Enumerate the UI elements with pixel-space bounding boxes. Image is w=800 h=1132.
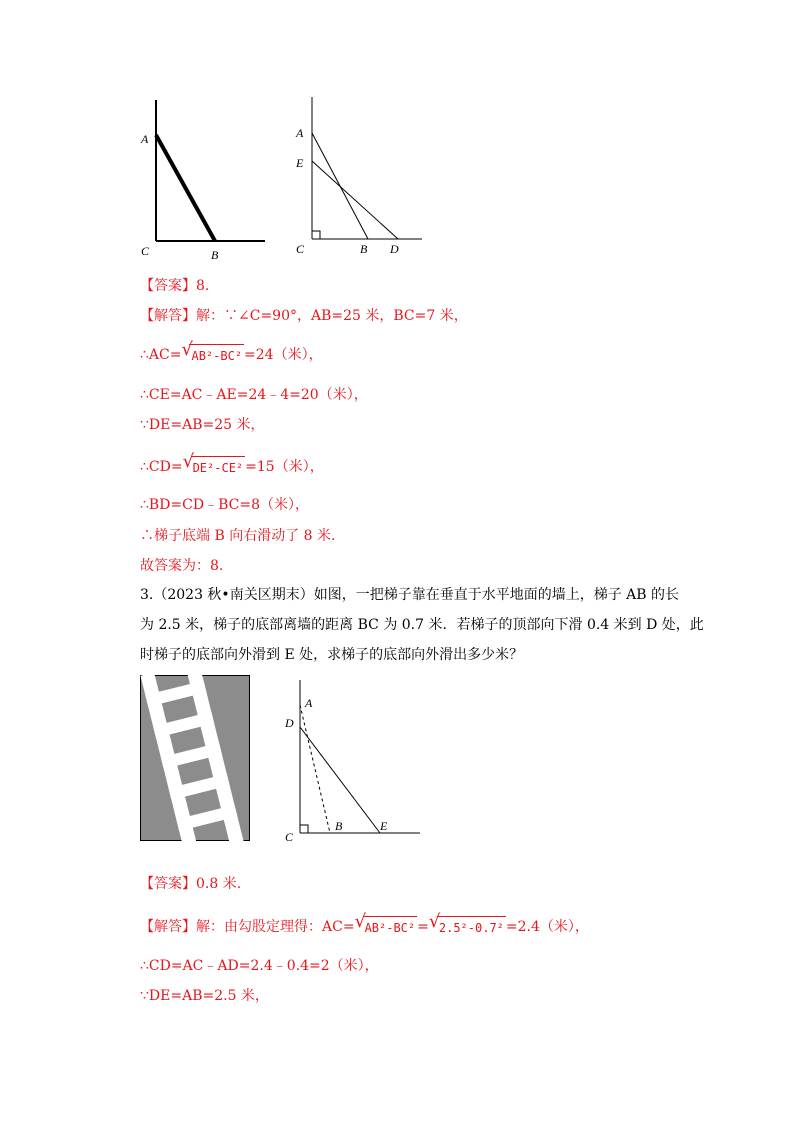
problem3-line-1: 3.（2023 秋•南关区期末）如图，一把梯子靠在垂直于水平地面的墙上，梯子 AB 的长	[140, 587, 679, 603]
solution2-line-1: 【解答】解：由勾股定理得：AC= √ AB²-BC² = √ 2.5²-0.7² =2.4（米），	[140, 916, 589, 938]
solution1-line-3: ∴CE=AC﹣AE=24﹣4=20（米），	[140, 387, 368, 403]
label-b: B	[211, 248, 219, 262]
label-e: E	[380, 819, 388, 833]
ladder-photo	[140, 675, 250, 841]
label-d: D	[390, 242, 399, 256]
label-a: A	[296, 126, 304, 140]
label-b: B	[360, 242, 368, 256]
solution1-line-5: ∴CD= √ DE²-CE² =15（米），	[140, 456, 324, 478]
solution1-line-1: 【解答】解：∵∠C=90°，AB=25 米，BC=7 米，	[140, 308, 468, 324]
solution1-line-6: ∴BD=CD﹣BC=8（米），	[140, 497, 309, 513]
figure-ladder-slip	[290, 95, 430, 265]
solution-label: 【解答】	[140, 308, 196, 324]
solution1-line-2: ∴AC= √ AB²-BC² =24（米），	[140, 344, 323, 366]
sqrt-expression: √ DE²-CE²	[183, 456, 246, 478]
label-c: C	[296, 242, 305, 256]
figure-ladder-dashed	[280, 675, 430, 847]
figure-ladder-wall	[135, 95, 275, 265]
label-a: A	[141, 132, 149, 146]
label-c: C	[285, 830, 294, 844]
answer-line-2	[140, 874, 241, 894]
problem3-line-2: 为 2.5 米，梯子的底部离墙的距离 BC 为 0.7 米．若梯子的顶部向下滑 0.4 米到 D 处，此	[140, 617, 704, 633]
answer-label: 【答案】	[140, 876, 196, 892]
label-a: A	[305, 696, 313, 710]
label-e: E	[296, 156, 304, 170]
answer-line-1	[140, 276, 209, 296]
label-b: B	[335, 819, 343, 833]
label-d: D	[285, 716, 294, 730]
solution2-line-3: ∵DE=AB=2.5 米，	[140, 988, 269, 1004]
solution1-line-4: ∵DE=AB=25 米，	[140, 417, 265, 433]
sqrt-expression: √ AB²-BC²	[181, 344, 244, 366]
label-c: C	[141, 244, 150, 258]
answer-value: 0.8 米.	[196, 876, 242, 892]
answer-label: 【答案】	[140, 278, 196, 294]
answer-value: 8.	[196, 278, 210, 294]
solution-label: 【解答】	[140, 919, 196, 935]
sqrt-expression: √ 2.5²-0.7²	[429, 916, 506, 938]
solution1-line-8: 故答案为：8.	[140, 558, 224, 574]
sqrt-expression: √ AB²-BC²	[355, 916, 418, 938]
solution1-line-7: ∴梯子底端 B 向右滑动了 8 米.	[140, 528, 336, 544]
solution2-line-2: ∴CD=AC﹣AD=2.4﹣0.4=2（米），	[140, 958, 379, 974]
problem3-line-3: 时梯子的底部向外滑到 E 处，求梯子的底部向外滑出多少米？	[140, 647, 524, 663]
